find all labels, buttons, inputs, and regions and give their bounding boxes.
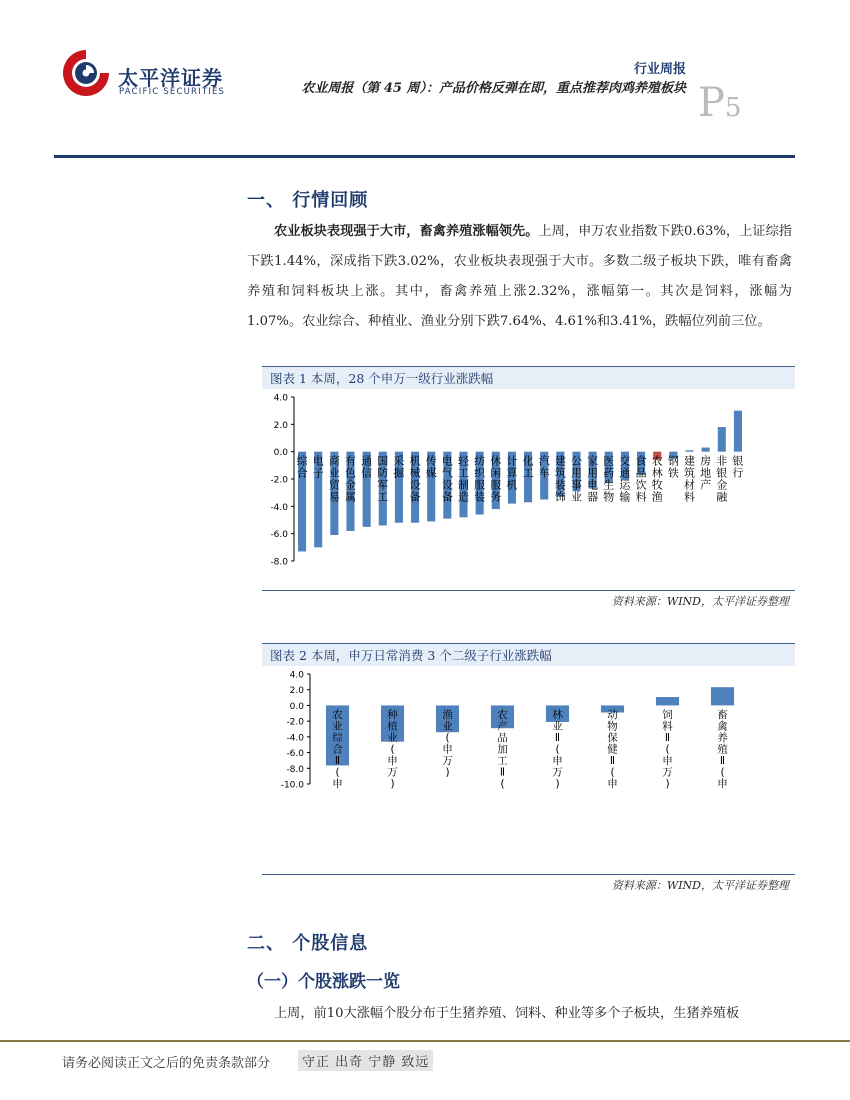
x-tick-label: 汽车 [538,454,550,480]
figure-1-header [262,366,795,389]
logo-text: 太平洋证券 [118,66,223,90]
x-tick-label: 电气设备 [441,454,453,504]
x-tick-label: 采掘 [393,454,405,480]
logo-subtext: PACIFIC SECURITIES [119,87,226,97]
y-tick-label: -4.0 [270,502,288,513]
bar [656,697,679,705]
x-tick-label: 有色金属 [345,454,356,504]
y-tick-label: 4.0 [273,393,288,404]
x-tick-label: 动物保健 Ⅱ (申 [607,708,618,790]
x-tick-label: 计算机 [506,454,518,492]
figure-1-source: 资料来源：WIND，太平洋证券整理 [611,595,789,608]
report-type: 行业周报 [633,62,686,77]
paragraph-lead: 农业板块表现强于大市，畜禽养殖涨幅领先。 [274,224,539,239]
x-tick-label: 休闲服务 [490,454,502,504]
x-tick-label: 种植业(申万) [387,708,398,790]
x-tick-label: 钢铁 [667,454,679,480]
x-tick-label: 交通运输 [619,454,631,504]
y-tick-label: -2.0 [270,475,288,486]
y-tick-label: -10.0 [280,780,304,791]
y-tick-label: -8.0 [270,557,288,568]
bar [702,448,710,452]
chart-subindustry-returns [262,666,795,866]
x-tick-label: 房地产 [700,454,712,492]
x-tick-label: 轻工制造 [458,454,469,504]
x-tick-label: 建筑材料 [684,454,695,504]
y-tick-label: -2.0 [286,717,304,728]
y-tick-label: -6.0 [270,530,288,541]
x-tick-label: 商业贸易 [328,454,340,504]
y-tick-label: 0.0 [289,701,304,712]
x-tick-label: 传媒 [425,454,437,480]
x-tick-label: 畜禽养殖 Ⅱ (申 [717,708,728,790]
footer-divider [0,1040,850,1042]
subsection-heading: （一）个股涨跌一览 [247,972,400,992]
x-tick-label: 家用电器 [587,454,599,504]
x-tick-label: 医药生物 [603,454,615,504]
x-tick-label: 渔业(申万) [442,708,453,779]
figure-2-source: 资料来源：WIND，太平洋证券整理 [611,879,789,892]
figure-2-footer [262,874,795,895]
stocks-paragraph: 上周，前10大涨幅个股分布于生猪养殖、饲料、种业等多个子板块，生猪养殖板 [274,1006,740,1021]
x-tick-label: 电子 [312,454,324,480]
x-tick-label: 建筑装饰 [554,454,566,504]
figure-2-header [262,643,795,666]
market-review-paragraph [247,217,792,337]
footer-disclaimer: 请务必阅读正文之后的免责条款部分 [62,1056,271,1071]
x-tick-label: 农林牧渔 [651,454,663,504]
x-tick-label: 食品饮料 [635,454,647,504]
logo-icon [60,47,112,99]
x-tick-label: 综合 [296,454,308,480]
report-title: 农业周报（第 45 周）：产品价格反弹在即，重点推荐肉鸡养殖板块 [301,81,686,96]
x-tick-label: 林业 Ⅱ (申万) [552,708,563,790]
x-tick-label: 农产品加工 Ⅱ ( [497,708,508,790]
x-tick-label: 农业综合 Ⅱ (申 [332,708,343,790]
figure-1-title: 图表 1 本周，28 个申万一级行业涨跌幅 [270,371,494,386]
bar [711,687,734,705]
y-tick-label: -6.0 [286,749,304,760]
figure-1-footer [262,590,795,611]
bar [685,450,693,451]
section-heading-market: 一、 行情回顾 [247,190,369,211]
header-divider [54,155,795,158]
x-tick-label: 化工 [522,454,534,480]
y-tick-label: 0.0 [273,448,288,459]
y-tick-label: 2.0 [289,686,304,697]
y-tick-label: 4.0 [289,670,304,681]
bar [734,411,742,452]
section-heading-stocks: 二、 个股信息 [247,933,369,954]
figure-2-title: 图表 2 本周，申万日常消费 3 个二级子行业涨跌幅 [270,648,552,663]
y-tick-label: 2.0 [273,420,288,431]
x-tick-label: 公用事业 [571,454,582,504]
page-number: P5 [698,80,742,126]
x-tick-label: 非银金融 [716,454,728,504]
y-tick-label: -8.0 [286,764,304,775]
bar [718,427,726,452]
footer-motto: 守正 出奇 宁静 致远 [298,1050,433,1071]
paragraph-body: 上周，申万农业指数下跌0.63%，上证综指下跌1.44%，深成指下跌3.02%，农业板块表现强于大市。多数二级子板块下跌，唯有畜禽养殖和饲料板块上涨。其中，畜禽养殖上涨2.32%，涨幅第一。其次是饲料，涨幅为1.07%。农业综合、种植业、渔业分别下跌7.64%、4.61%和3.41%，跌幅位列前三位。 [247,224,792,329]
x-tick-label: 通信 [361,454,373,480]
x-tick-label: 饲料 Ⅱ (申万) [662,708,673,790]
x-tick-label: 纺织服装 [474,454,486,504]
x-tick-label: 机械设备 [409,454,421,504]
x-tick-label: 国防军工 [377,454,389,504]
y-tick-label: -4.0 [286,733,304,744]
chart-industry-returns [262,389,795,589]
x-tick-label: 银行 [732,454,744,480]
